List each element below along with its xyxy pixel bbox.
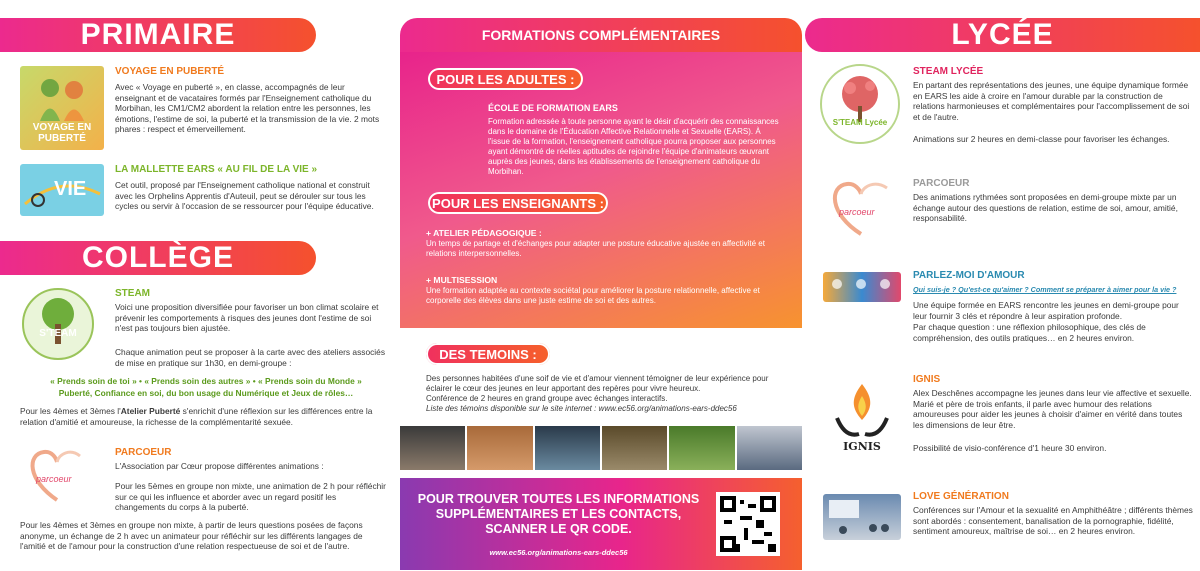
steam-logo — [22, 288, 94, 360]
cta-text: POUR TROUVER TOUTES LES INFORMATIONS SUPPLÉMENTAIRES ET LES CONTACTS, SCANNER LE QR CODE. — [417, 492, 700, 536]
steam-text-3-bold: Atelier Puberté — [120, 406, 181, 416]
temoins-text-2: Conférence de 2 heures en grand groupe avec échanges interactifs. — [426, 394, 668, 403]
parlez-image — [823, 272, 901, 302]
parcoeur-logo-college — [22, 444, 92, 506]
steam-text-3-post: s'enrichit d'une réflexion sur les différences entre la relation d'amitié et amoureuse, la richesse de la complémentarité sexuée. — [20, 406, 373, 427]
parcoeur-lycee-heading: PARCOEUR — [913, 178, 970, 189]
mallette-heading: LA MALLETTE EARS « AU FIL DE LA VIE » — [115, 164, 318, 175]
multisession-text: Une formation adaptée au contexte sociétal pour améliorer la posture relationnelle, affective et corporelle des élèves dans une juste estime de soi et des autres. — [426, 286, 760, 305]
mallette-text: Cet outil, proposé par l'Enseignement catholique national et construit avec les Orphelins Apprentis d'Auteuil, peut se dérouler sur tous les cycles ou servir à l'occasion de se ressourcer pour l'équipe éducative. — [115, 180, 374, 212]
photo-6 — [737, 426, 802, 470]
steam-lycee-text-1: En partant des représentations des jeunes, une équipe dynamique formée en EARS les aide à croire en l'amour durable par la construction de relations harmonieuses et complémentaires pour l'accomplissement de soi et de l'autre. — [913, 80, 1190, 122]
ignis-text-1: Alex Deschênes accompagne les jeunes dans leur vie affective et sexuelle. Marié et père de trois enfants, il parle avec humour des relations amoureuses pour aider les jeunes à choisir d'aimer en vérité dans toutes les dimensions de leur être. — [913, 388, 1192, 430]
voyage-heading: VOYAGE EN PUBERTÉ — [115, 66, 225, 77]
photo-5 — [669, 426, 734, 470]
parcoeur-college-heading: PARCOEUR — [115, 447, 172, 458]
formations-banner — [400, 18, 802, 52]
temoins-text-3: Liste des témoins disponible sur le site internet : www.ec56.org/animations-ears-ddec56 — [426, 404, 737, 413]
voyage-image-label: VOYAGE EN PUBERTÉ — [32, 122, 92, 144]
voyage-puberte-image — [20, 66, 104, 150]
cta-panel — [400, 478, 802, 570]
lycee-title: LYCÉE — [951, 18, 1054, 51]
primaire-title: PRIMAIRE — [80, 18, 236, 51]
qr-code[interactable] — [716, 492, 780, 556]
ignis-heading: IGNIS — [913, 374, 941, 385]
parcoeur-logo-college-label: parcoeur — [36, 474, 72, 484]
ignis-logo — [827, 378, 897, 458]
parcoeur-lycee-text: Des animations rythmées sont proposées en demi-groupe mixte par un échange autour des questions de relation, estime de soi, amour, amitié, responsabilité. — [913, 192, 1178, 224]
parcoeur-college-intro: L'Association par Cœur propose différentes animations : — [115, 461, 324, 471]
voyage-text: Avec « Voyage en puberté », en classe, accompagnés de leur enseignant et de vacataires formés par l'Enseignement catholique du Morbihan, les CM1/CM2 abordent la relation entre les personnes, les émotions, l'estime de soi, la puberté et la transmission de la vie. 2 mots phares : respect et émerveillement. — [115, 82, 380, 135]
parcoeur-logo-lycee — [823, 176, 899, 240]
college-banner — [0, 241, 316, 275]
photo-3 — [535, 426, 600, 470]
steam-lycee-logo — [820, 64, 900, 144]
enseignants-pill: POUR LES ENSEIGNANTS : — [428, 192, 608, 214]
steam-lycee-heading: STEAM LYCÉE — [913, 66, 984, 77]
temoins-text-1: Des personnes habitées d'une soif de vie et d'amour viennent témoigner de leur expérience pour éclairer le cœur des jeunes en leur apportant des repères pour vivre heureux. — [426, 374, 769, 393]
tree-icon — [24, 290, 92, 358]
temoins-photos — [400, 426, 802, 470]
steam-logo-label: S'TEAM — [39, 328, 77, 339]
people-icon — [823, 272, 901, 302]
steam-text-3-pre: Pour les 4èmes et 3èmes l' — [20, 406, 121, 416]
photo-4 — [602, 426, 667, 470]
photo-1 — [400, 426, 465, 470]
multisession-title: + MULTISESSION — [426, 275, 498, 285]
steam-lycee-logo-label: S'TEAM Lycée — [832, 118, 888, 127]
parlez-subtitle: Qui suis-je ? Qu'est-ce qu'aimer ? Comment se préparer à aimer pour la vie ? — [913, 285, 1177, 294]
formations-title: FORMATIONS COMPLÉMENTAIRES — [481, 27, 721, 43]
column-primaire-college — [0, 0, 392, 571]
atelier-text: Un temps de partage et d'échanges pour adapter une posture éducative ajustée en affectivité et relations interpersonnelles. — [426, 239, 765, 258]
parlez-text-1: Une équipe formée en EARS rencontre les jeunes en demi-groupe pour leur fournir 3 clés et répondre à leur aspiration profonde. — [913, 300, 1179, 321]
ecole-text: Formation adressée à toute personne ayant le désir d'acquérir des connaissances dans le domaine de l'Éducation Affective Relationnelle et Sexuelle (EARS). À l'issue de la formation, l'enseignement catholique pourra proposer aux personnes ayant démontré de réelles aptitudes de rejoindre l'équipe d'animateurs œuvrant auprès des jeunes, dans les établissements de l'enseignement catholique du Morbihan. — [488, 117, 779, 176]
atelier-title: + ATELIER PÉDAGOGIQUE : — [426, 228, 542, 238]
column-formations — [400, 0, 802, 571]
parcoeur-college-text-2: Pour les 4èmes et 3èmes en groupe non mixte, à partir de leurs questions posées de façons anonyme, un échange de 2 h avec un animateur pour réfléchir sur les différents langages de l'amitié et de l'amour pour la construction d'une relation respectueuse de soi et de l'autre. — [20, 520, 363, 552]
steam-green-2: Puberté, Confiance en soi, du bon usage du Numérique et Jeux de rôles… — [58, 388, 354, 398]
love-generation-image — [823, 494, 901, 540]
blossom-tree-icon — [822, 66, 898, 142]
qr-code-icon — [720, 496, 776, 552]
column-lycee — [805, 0, 1200, 571]
steam-text-1: Voici une proposition diversifiée pour favoriser un bon climat scolaire et prévenir les comportements à risques des jeunes dont l'estime de soi n'est pas toujours bien ajustée. — [115, 302, 379, 334]
flame-hands-icon — [827, 378, 897, 442]
ecole-heading: ÉCOLE DE FORMATION EARS — [488, 103, 618, 113]
photo-2 — [467, 426, 532, 470]
steam-text-2: Chaque animation peut se proposer à la carte avec des ateliers associés de mise en pratique sur 1h30, en demi-groupe : — [115, 347, 386, 368]
steam-green-1: « Prends soin de toi » • « Prends soin des autres » • « Prends soin du Monde » — [50, 376, 362, 386]
cta-url[interactable]: www.ec56.org/animations-ears-ddec56 — [489, 548, 628, 557]
college-title: COLLÈGE — [81, 241, 234, 274]
steam-heading: STEAM — [115, 288, 150, 299]
primaire-banner — [0, 18, 316, 52]
love-heading: LOVE GÉNÉRATION — [913, 491, 1009, 502]
parcoeur-logo-lycee-label: parcoeur — [839, 207, 875, 217]
mallette-image — [20, 164, 104, 216]
ignis-logo-label: IGNIS — [843, 440, 881, 453]
ignis-text-2: Possibilité de visio-conférence d'1 heure 30 environ. — [913, 443, 1107, 453]
steam-lycee-text-2: Animations sur 2 heures en demi-classe pour favoriser les échanges. — [913, 134, 1170, 144]
audience-icon — [823, 494, 901, 540]
steam-text-3 — [20, 406, 390, 427]
parlez-heading: PARLEZ-MOI D'AMOUR — [913, 270, 1025, 281]
adultes-pill: POUR LES ADULTES : — [428, 68, 583, 90]
mallette-image-label: VIE — [54, 178, 87, 200]
parlez-text-2: Par chaque question : une réflexion philosophique, des clés de compréhension, des outils pratiques… en 2 heures environ. — [913, 322, 1146, 343]
parcoeur-college-text-1: Pour les 5èmes en groupe non mixte, une animation de 2 h pour réfléchir sur ce qui les influence et aborder avec un regard positif les changements du corps à la puberté. — [115, 481, 386, 513]
love-text: Conférences sur l'Amour et la sexualité en Amphithéâtre ; différents thèmes sont abordés : consentement, banalisation de la pornographie, fidélité, sentiment amoureux, maîtrise de soi… en 2 heures environ. — [913, 505, 1193, 537]
lycee-banner — [805, 18, 1200, 52]
temoins-pill: DES TEMOINS : — [426, 343, 550, 365]
